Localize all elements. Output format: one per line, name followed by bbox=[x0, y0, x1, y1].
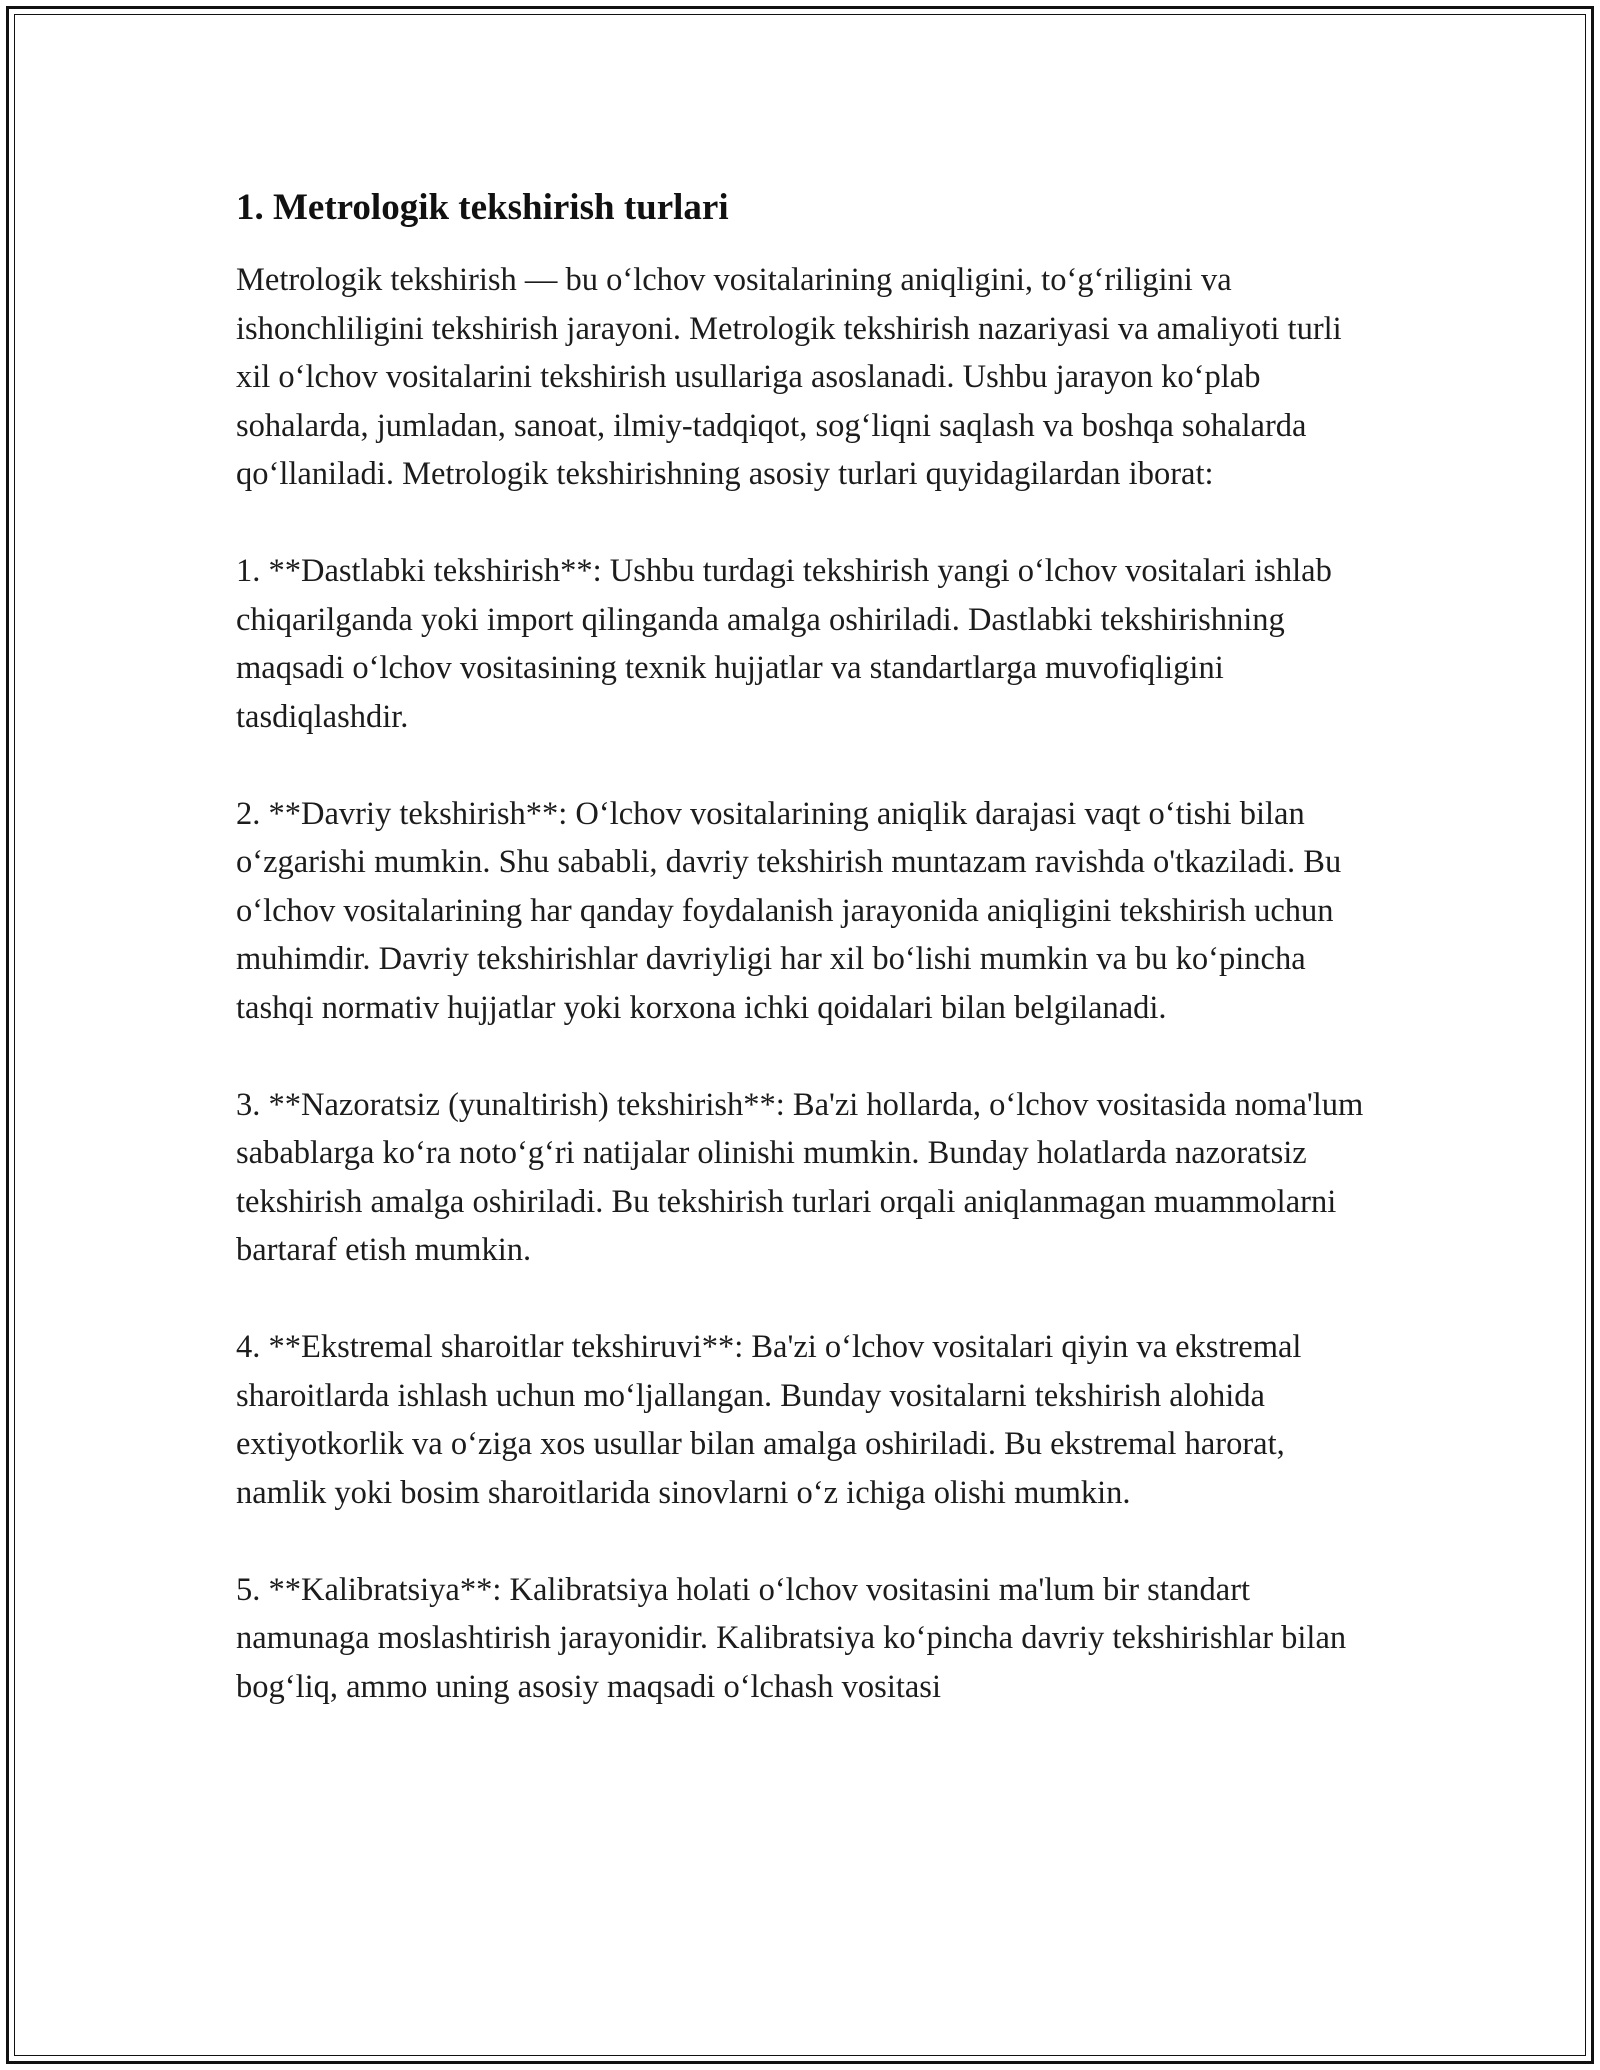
list-item-initial-verification: 1. **Dastlabki tekshirish**: Ushbu turdagi tekshirish yangi o‘lchov vositalari ishlab chiqarilganda yoki import qilinganda amalga oshiriladi. Dastlabki tekshirishning maqsadi o‘lchov vositasining texnik hujjatlar va standartlarga muvofiqligini tasdiqlashdir. bbox=[236, 553, 1332, 735]
document-body bbox=[236, 186, 1366, 1711]
list-item-unscheduled-verification: 3. **Nazoratsiz (yunaltirish) tekshirish**: Ba'zi hollarda, o‘lchov vositasida noma'lum sabablarga ko‘ra noto‘g‘ri natijalar olinishi mumkin. Bunday holatlarda nazoratsiz tekshirish amalga oshiriladi. Bu tekshirish turlari orqali aniqlanmagan muammolarni bartaraf etish mumkin. bbox=[236, 1086, 1364, 1268]
list-item-extreme-conditions: 4. **Ekstremal sharoitlar tekshiruvi**: Ba'zi o‘lchov vositalari qiyin va ekstremal sharoitlarda ishlash uchun mo‘ljallangan. Bunday vositalarni tekshirish alohida extiyotkorlik va o‘ziga xos usullar bilan amalga oshiriladi. Bu ekstremal harorat, namlik yoki bosim sharoitlarida sinovlarni o‘z ichiga olishi mumkin. bbox=[236, 1329, 1302, 1511]
list-item-periodic-verification: 2. **Davriy tekshirish**: O‘lchov vositalarining aniqlik darajasi vaqt o‘tishi bilan o‘zgarishi mumkin. Shu sababli, davriy tekshirish muntazam ravishda o'tkaziladi. Bu o‘lchov vositalarining har qanday foydalanish jarayonida aniqligini tekshirish uchun muhimdir. Davriy tekshirishlar davriyligi har xil bo‘lishi mumkin va bu ko‘pincha tashqi normativ hujjatlar yoki korxona ichki qoidalari bilan belgilanadi. bbox=[236, 795, 1342, 1026]
list-item-calibration: 5. **Kalibratsiya**: Kalibratsiya holati o‘lchov vositasini ma'lum bir standart namunaga moslashtirish jarayonidir. Kalibratsiya ko‘pincha davriy tekshirishlar bilan bog‘liq, ammo uning asosiy maqsadi o‘lchash vositasi bbox=[236, 1571, 1347, 1705]
section-heading: 1. Metrologik tekshirish turlari bbox=[236, 187, 729, 228]
intro-paragraph: Metrologik tekshirish — bu o‘lchov vositalarining aniqligini, to‘g‘riligini va ishonchliligini tekshirish jarayoni. Metrologik tekshirish nazariyasi va amaliyoti turli xil o‘lchov vositalarini tekshirish usullariga asoslanadi. Ushbu jarayon ko‘plab sohalarda, jumladan, sanoat, ilmiy-tadqiqot, sog‘liqni saqlash va boshqa sohalarda qo‘llaniladi. Metrologik tekshirishning asosiy turlari quyidagilardan iborat: bbox=[236, 262, 1342, 492]
